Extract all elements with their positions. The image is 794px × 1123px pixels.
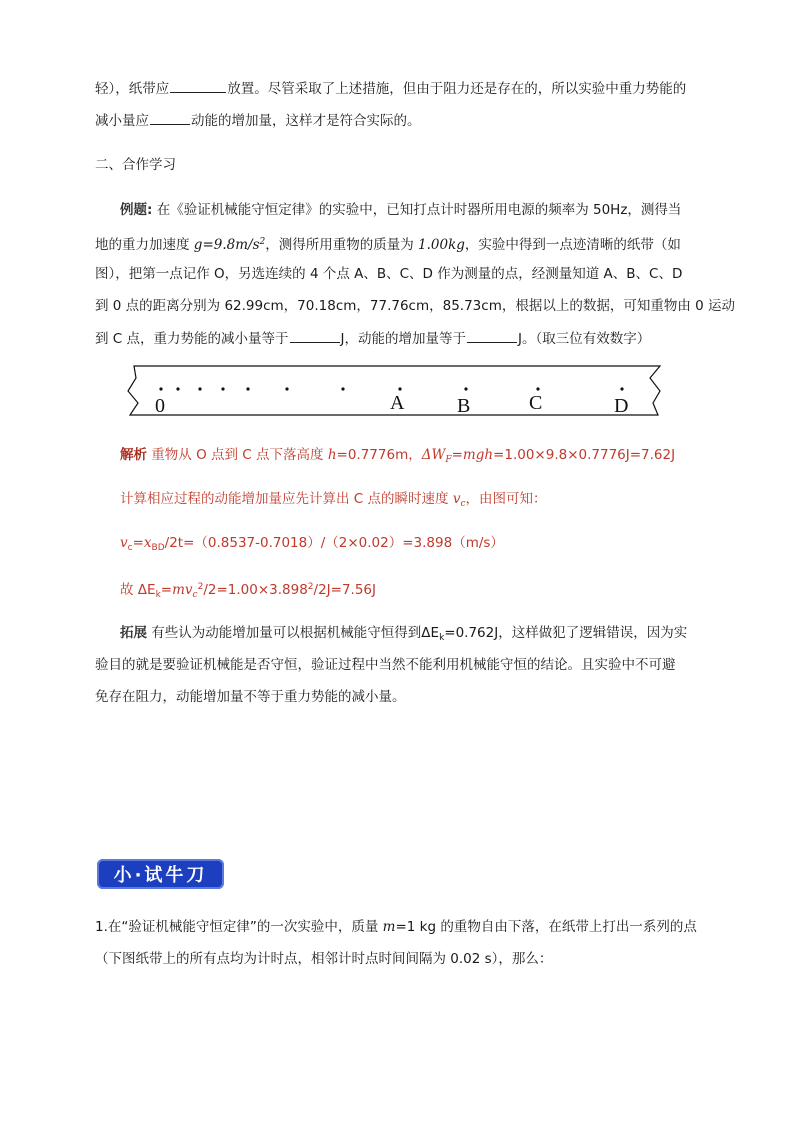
gravity-exponent: 2: [259, 237, 266, 247]
tape-dot: [341, 387, 344, 390]
example-line-3: 图），把第一点记作 O，另选连续的 4 个点 A、B、C、D 作为测量的点，经测量知道 A、B、C、D: [95, 266, 683, 282]
solution-var: v: [452, 491, 461, 507]
tape-dot: [285, 387, 288, 390]
mass-var: m: [382, 919, 396, 935]
solution-text: ，由图可知：: [465, 491, 547, 507]
solution-exponent: 2: [307, 582, 314, 592]
example-text: 在《验证机械能守恒定律》的实验中，已知打点计时器所用电源的频率为 50Hz，测得当: [152, 202, 682, 218]
example-text: J，动能的增加量等于: [340, 331, 466, 347]
example-text: ，测得所用重物的质量为: [265, 237, 419, 253]
tape-dot: [620, 387, 623, 390]
solution-var: x: [143, 535, 152, 551]
solution-line-2: [120, 490, 547, 513]
tape-dot: [464, 387, 467, 390]
solution-text: /2t=（0.8537-0.7018）/（2×0.02）=3.898（m/s）: [164, 535, 504, 551]
solution-var: ΔW: [421, 447, 446, 463]
solution-text: /2=1.00×3.898: [203, 582, 308, 598]
solution-text: 重物从 O 点到 C 点下落高度: [147, 447, 328, 463]
tape-dot: [176, 387, 179, 390]
solution-exponent: 2: [197, 582, 204, 592]
example-label: 例题:: [120, 202, 153, 218]
tape-dot: [198, 387, 201, 390]
solution-text: =: [451, 447, 463, 463]
solution-text: 故 ΔE: [120, 582, 156, 598]
fill-blank[interactable]: [290, 329, 340, 343]
solution-subscript: F: [445, 455, 452, 465]
example-text: 地的重力加速度: [95, 237, 194, 253]
solution-var: v: [120, 535, 128, 551]
tape-label-a: A: [390, 392, 405, 414]
example-text: ，实验中得到一点迹清晰的纸带（如: [464, 237, 681, 253]
tape-dot: [159, 387, 162, 390]
intro-line-2: [95, 111, 421, 130]
problem-text: =1 kg 的重物自由下落，在纸带上打出一系列的点: [395, 919, 697, 935]
solution-subscript: k: [155, 590, 161, 600]
tape-label-c: C: [529, 392, 543, 414]
solution-text: =0.7776m，: [336, 447, 422, 463]
example-line-1: [120, 201, 681, 219]
solution-text: /2J=7.56J: [313, 582, 376, 598]
paper-tape-svg: [120, 358, 665, 420]
mass-value: 1.00kg: [418, 237, 465, 253]
intro-text: 放置。尽管采取了上述措施，但由于阻力还是存在的，所以实验中重力势能的: [227, 81, 687, 97]
extension-line-1: [120, 624, 687, 647]
extension-line-2: 验目的就是要验证机械能是否守恒，验证过程中当然不能利用机械能守恒的结论。且实验中不可避: [95, 657, 676, 673]
fill-blank[interactable]: [150, 111, 190, 125]
solution-text: 计算相应过程的动能增加量应先计算出 C 点的瞬时速度: [120, 491, 453, 507]
fill-blank[interactable]: [170, 79, 226, 93]
intro-text: 动能的增加量，这样才是符合实际的。: [191, 113, 421, 129]
tape-label-b: B: [457, 395, 471, 417]
tape-dot: [246, 387, 249, 390]
example-line-5: [95, 329, 650, 348]
problem-text: 1.在“验证机械能守恒定律”的一次实验中，质量: [95, 919, 383, 935]
tape-label-d: D: [614, 395, 629, 417]
tape-label-0: 0: [155, 395, 165, 417]
solution-text: =: [160, 582, 173, 598]
solution-subscript: c: [127, 543, 133, 553]
extension-text: =0.762J，这样做犯了逻辑错误，因为实: [444, 625, 688, 641]
solution-label: 解析: [120, 447, 147, 463]
problem1-line-1: [95, 918, 697, 936]
section-heading: 二、合作学习: [95, 157, 176, 173]
solution-subscript: c: [192, 590, 198, 600]
solution-subscript: c: [460, 499, 466, 509]
fill-blank[interactable]: [467, 329, 517, 343]
solution-text: =: [132, 535, 144, 551]
example-text: J。（取三位有效数字）: [518, 331, 651, 347]
section-badge: 小·试牛刀: [97, 859, 224, 889]
solution-var: mv: [172, 582, 193, 598]
extension-line-3: 免存在阻力，动能增加量不等于重力势能的减小量。: [95, 689, 406, 705]
intro-line-1: [95, 79, 686, 98]
extension-text: 有些认为动能增加量可以根据机械能守恒得到ΔE: [147, 625, 440, 641]
solution-line-1: [120, 446, 675, 469]
tape-dot: [398, 387, 401, 390]
example-line-2: [95, 233, 681, 254]
example-text: 到 C 点，重力势能的减小量等于: [95, 331, 289, 347]
paper-tape-diagram: [120, 358, 665, 420]
intro-text: 减小量应: [95, 113, 149, 129]
solution-text: =1.00×9.8×0.7776J=7.62J: [493, 447, 676, 463]
extension-label: 拓展: [120, 625, 147, 641]
solution-subscript: BD: [151, 543, 165, 553]
intro-text: 轻），纸带应: [95, 81, 170, 97]
extension-subscript: k: [439, 633, 445, 643]
example-line-4: 到 0 点的距离分别为 62.99cm，70.18cm，77.76cm，85.73cm，根据以上的数据，可知重物由 0 运动: [95, 298, 736, 314]
problem1-line-2: （下图纸带上的所有点均为计时点，相邻计时点时间间隔为 0.02 s），那么：: [95, 951, 553, 967]
gravity-value: g=9.8m/s: [193, 237, 260, 253]
tape-dot: [221, 387, 224, 390]
solution-line-3: [120, 534, 504, 557]
solution-var: h: [327, 447, 337, 463]
tape-dot: [536, 387, 539, 390]
solution-var: mgh: [462, 447, 494, 463]
solution-line-4: [120, 578, 376, 604]
